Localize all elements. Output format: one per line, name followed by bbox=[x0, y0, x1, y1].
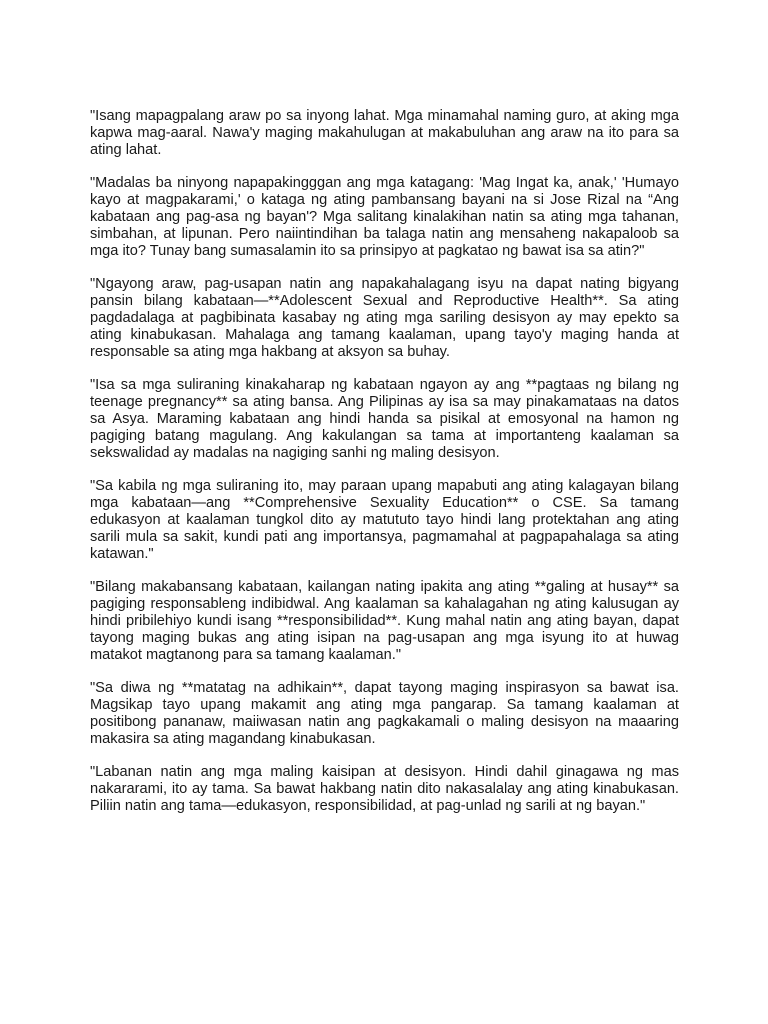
paragraph-sayings: "Madalas ba ninyong napapakingggan ang mga katagang: 'Mag Ingat ka, anak,' 'Humayo kayo at magpakarami,' o kataga ng ating pambansang bayani na si Jose Rizal na “Ang kabataan ang pag-asa ng bayan'? Mga salitang kinalakihan natin sa ating mga tahanan, simbahan, at lipunan. Pero naiintindihan ba talaga natin ang mensaheng nakapaloob sa mga ito? Tunay bang sumasalamin ito sa prinsipyo at pagkatao ng bawat isa sa atin?" bbox=[90, 175, 679, 259]
paragraph-cse: "Sa kabila ng mga suliraning ito, may paraan upang mapabuti ang ating kalagayan bilang mga kabataan—ang **Comprehensive Sexuality Education** o CSE. Sa tamang edukasyon at kaalaman tungkol dito ay matututo tayo hindi lang protektahan ang ating sarili mula sa sakit, kundi pati ang importansya, pagmamahal at pagpapahalaga sa ating katawan." bbox=[90, 478, 679, 562]
paragraph-closing: "Labanan natin ang mga maling kaisipan at desisyon. Hindi dahil ginagawa ng mas nakararami, ito ay tama. Sa bawat hakbang natin dito nakasalalay ang ating kinabukasan. Piliin natin ang tama—edukasyon, responsibilidad, at pag-unlad ng sarili at ng bayan." bbox=[90, 764, 679, 814]
paragraph-teenage-pregnancy: "Isa sa mga suliraning kinakaharap ng kabataan ngayon ay ang **pagtaas ng bilang ng teenage pregnancy** sa ating bansa. Ang Pilipinas ay isa sa may pinakamataas na datos sa Asya. Maraming kabataan ang hindi handa sa pisikal at emosyonal na hamon ng pagiging batang magulang. Ang kakulangan sa tama at importanteng kaalaman sa sekswalidad ay madalas na nagiging sanhi ng maling desisyon. bbox=[90, 377, 679, 461]
paragraph-inspiration: "Sa diwa ng **matatag na adhikain**, dapat tayong maging inspirasyon sa bawat isa. Magsikap tayo upang makamit ang ating mga pangarap. Sa tamang kaalaman at positibong pananaw, maiiwasan natin ang pagkakamali o maling desisyon na maaaring makasira sa ating magandang kinabukasan. bbox=[90, 680, 679, 747]
paragraph-responsibility: "Bilang makabansang kabataan, kailangan nating ipakita ang ating **galing at husay** sa pagiging responsableng indibidwal. Ang kaalaman sa kahalagahan ng ating kalusugan ay hindi pribilehiyo kundi isang **responsibilidad**. Kung mahal natin ang ating bayan, dapat tayong maging bukas ang ating isipan na pag-usapan ang mga isyung ito at huwag matakot magtanong para sa tamang kaalaman." bbox=[90, 579, 679, 663]
paragraph-topic-intro: "Ngayong araw, pag-usapan natin ang napakahalagang isyu na dapat nating bigyang pansin bilang kabataan—**Adolescent Sexual and Reproductive Health**. Sa ating pagdadalaga at pagbibinata kasabay ng ating mga sariling desisyon ay may epekto sa ating kinabukasan. Mahalaga ang tamang kaalaman, upang tayo'y maging handa at responsable sa ating mga hakbang at aksyon sa buhay. bbox=[90, 276, 679, 360]
document-page bbox=[90, 108, 679, 831]
paragraph-greeting: "Isang mapagpalang araw po sa inyong lahat. Mga minamahal naming guro, at aking mga kapwa mag-aaral. Nawa'y maging makahulugan at makabuluhan ang araw na ito para sa ating lahat. bbox=[90, 108, 679, 158]
